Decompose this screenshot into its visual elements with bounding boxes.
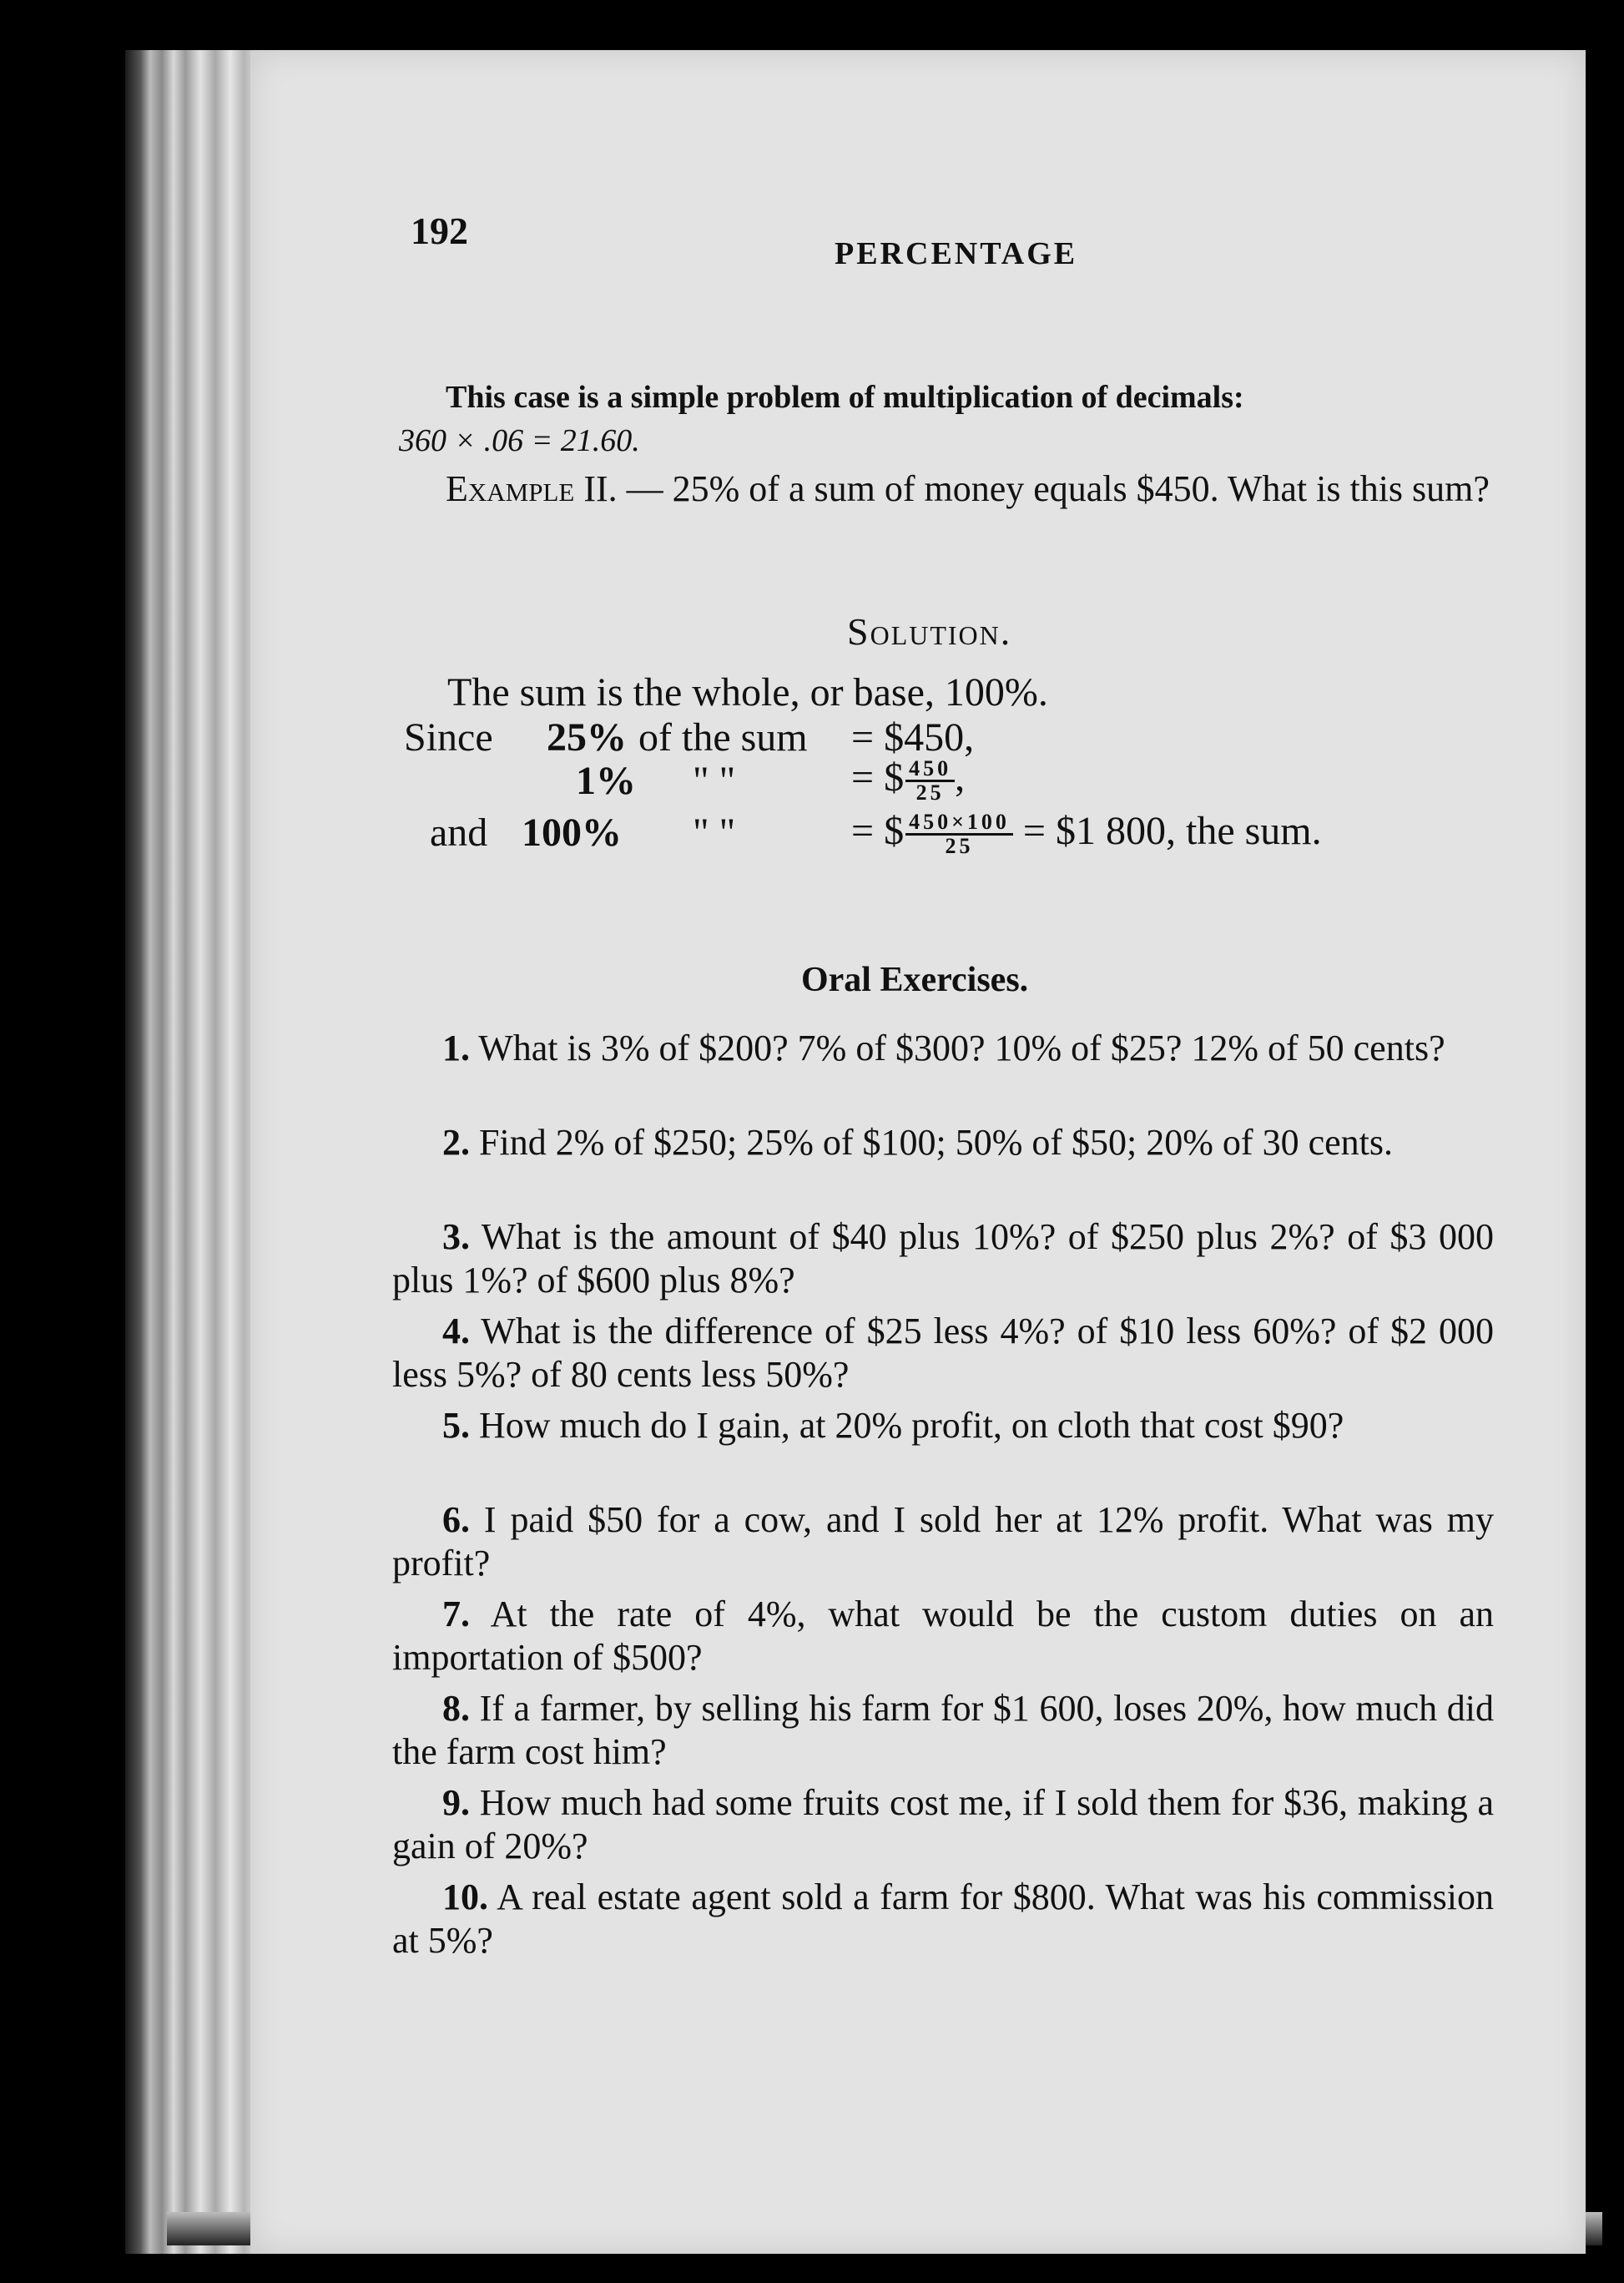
running-head: PERCENTAGE — [835, 236, 1078, 271]
fraction-450-over-25: $\frac{450}{25}$ — [905, 758, 955, 804]
solution-line-2-since: Since — [404, 715, 493, 760]
solution-line-4-equals: = $ — [851, 809, 905, 853]
solution-line-1: The sum is the whole, or base, 100%. — [447, 670, 1048, 715]
solution-heading: Solution. — [847, 610, 1012, 653]
solution-line-4-result: = $1 800, the sum. — [1022, 809, 1322, 853]
solution-line-2-percent: 25% — [547, 715, 627, 760]
solution-line-4-and: and — [430, 811, 488, 855]
solution-line-3-ditto: " " — [693, 759, 736, 803]
solution-line-3-value: = $ $\frac{450}{25}$ , — [851, 755, 966, 806]
book-spine-edge — [125, 50, 259, 2254]
solution-line-4-value — [851, 808, 1322, 857]
intro-line-1: This case is a simple problem of multiplication of decimals: — [446, 380, 1244, 415]
exercise-1: 1. What is 3% of $200? 7% of $300? 10% of $25? 12% of 50 cents? — [442, 1028, 1445, 1068]
exercise-6: 6. I paid $50 for a cow, and I sold her at 12% profit. What was my profit? — [392, 1499, 1495, 1583]
exercise-9: 9. How much had some fruits cost me, if I sold them for $36, making a gain of 20%? — [392, 1782, 1495, 1866]
exercise-5: 5. How much do I gain, at 20% profit, on cloth that cost $90? — [442, 1405, 1344, 1446]
exercise-8: 8. If a farmer, by selling his farm for $1 600, loses 20%, how much did the farm cost him? — [392, 1688, 1494, 1772]
exercise-7: 7. At the rate of 4%, what would be the custom duties on an importation of $500? — [392, 1594, 1495, 1678]
solution-line-3-percent: 1% — [576, 759, 636, 803]
exercise-3: 3. What is the amount of $40 plus 10%? of $250 plus 2%? of $3 000 plus 1%? of $600 plus 8%? — [392, 1216, 1494, 1301]
solution-line-4-percent: 100% — [522, 811, 622, 855]
book-page — [250, 50, 1586, 2254]
solution-line-2-of-the-sum: of the sum — [638, 715, 808, 760]
solution-line-3-equals: = $ — [851, 755, 905, 800]
exercise-10: 10. A real estate agent sold a farm for $800. What was his commission at 5%? — [392, 1876, 1494, 1961]
exercise-2: 2. Find 2% of $250; 25% of $100; 50% of $50; 20% of 30 cents. — [442, 1122, 1393, 1163]
solution-line-4-ditto: " " — [693, 811, 736, 855]
intro-paragraph — [399, 376, 1492, 462]
intro-line-2: 360 × .06 = 21.60. — [399, 423, 640, 458]
example-paragraph — [399, 467, 1492, 511]
fraction-450x100-over-25: $\frac{450\times 100}{25}$ — [905, 811, 1013, 857]
solution-line-2-value: = $450, — [851, 715, 975, 760]
oral-exercises-heading: Oral Exercises. — [801, 961, 1029, 999]
exercise-4: 4. What is the difference of $25 less 4%? of $10 less 60%? of $2 000 less 5%? of 80 cents less 50%? — [392, 1311, 1494, 1395]
example-text: 25% of a sum of money equals $450. What is this sum? — [672, 468, 1490, 509]
page-number: 192 — [411, 210, 468, 252]
example-label: Example II. — — [446, 468, 663, 509]
